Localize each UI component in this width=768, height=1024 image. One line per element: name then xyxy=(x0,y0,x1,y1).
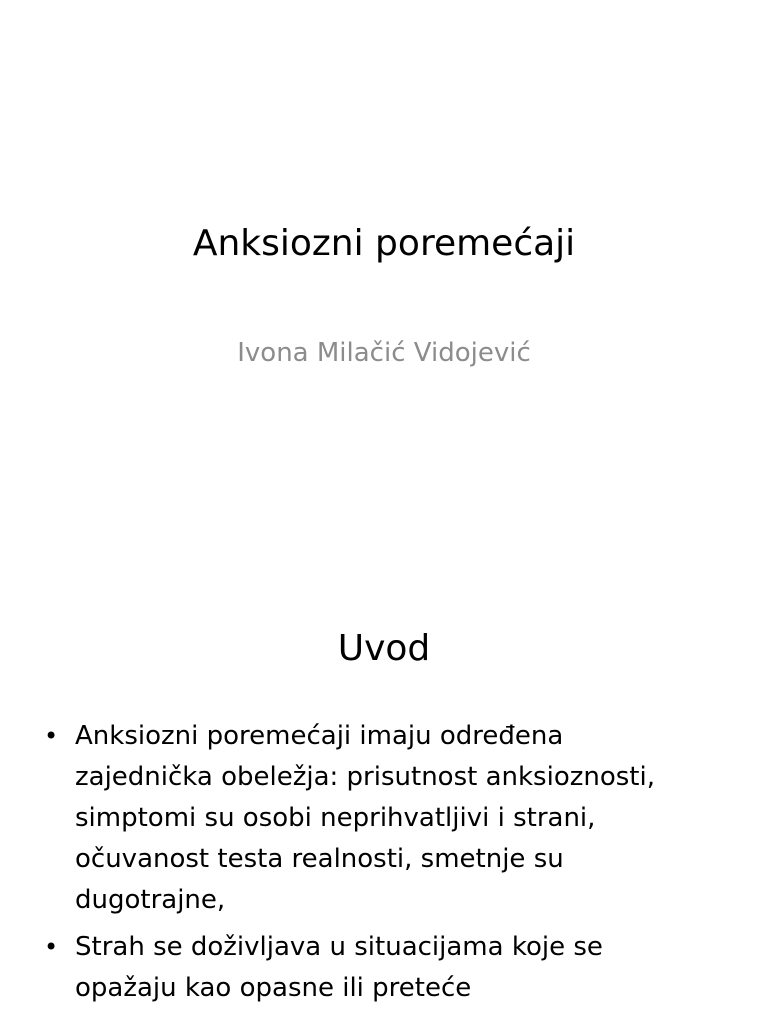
bullet-line: Anksiozni poremećaji imaju određena xyxy=(75,721,564,751)
slide-subtitle-author: Ivona Milačić Vidojević xyxy=(237,338,531,368)
bullet-dot-icon: • xyxy=(44,722,59,750)
bullet-line: Strah se doživljava u situacijama koje se xyxy=(75,932,603,962)
bullet-item xyxy=(44,927,744,1009)
slide-title: Anksiozni poremećaji xyxy=(192,223,576,264)
bullet-list xyxy=(44,716,744,1015)
bullet-dot-icon: • xyxy=(44,933,59,961)
bullet-line: dugotrajne, xyxy=(75,885,226,915)
bullet-line: zajednička obeležja: prisutnost anksioznosti, xyxy=(75,762,655,792)
bullet-line: opažaju kao opasne ili preteće xyxy=(75,973,472,1003)
bullet-line: simptomi su osobi neprihvatljivi i strani, xyxy=(75,803,596,833)
slide-title: Uvod xyxy=(337,628,431,669)
bullet-item xyxy=(44,716,744,921)
bullet-line: očuvanost testa realnosti, smetnje su xyxy=(75,844,564,874)
content-slide xyxy=(0,576,768,1024)
